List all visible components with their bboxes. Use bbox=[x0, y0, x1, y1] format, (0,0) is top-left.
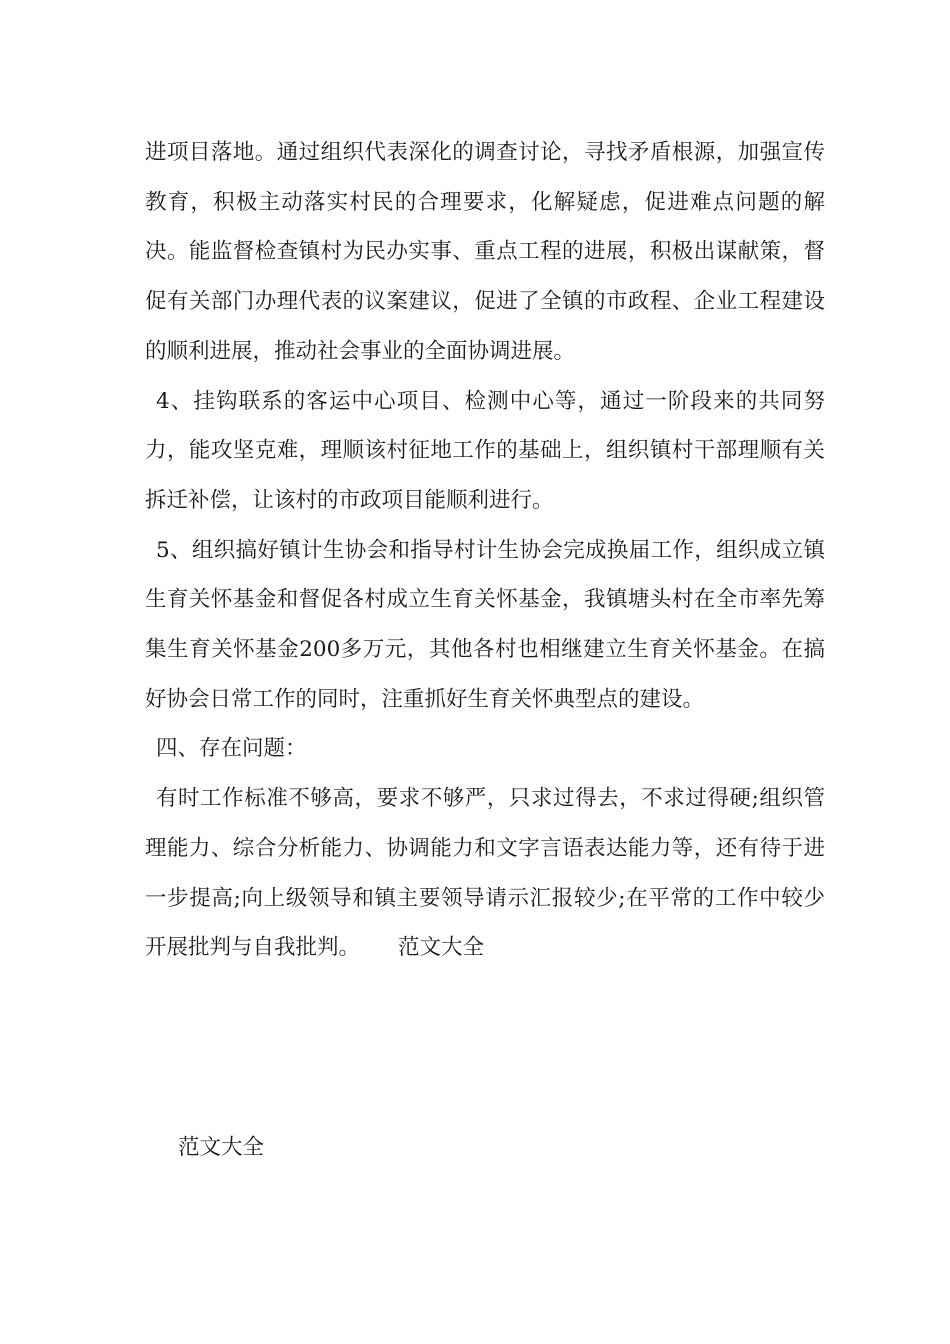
footer-inline-label: 范文大全 bbox=[398, 935, 485, 961]
paragraph-problems-text: 有时工作标准不够高，要求不够严，只求过得去，不求过得硬;组织管理能力、综合分析能力、协调能力和文字言语表达能力等，还有待于进一步提高;向上级领导和镇主要领导请示汇报较少;在平常的工作中较少开展批判与自我批判。 bbox=[145, 786, 825, 961]
footer-standalone-label: 范文大全 bbox=[178, 1135, 265, 1160]
paragraph-problems bbox=[145, 774, 825, 973]
document-body bbox=[145, 128, 825, 973]
section-heading-problems: 四、存在问题： bbox=[156, 736, 307, 762]
paragraph-item-5: 5、组织搞好镇计生协会和指导村计生协会完成换届工作，组织成立镇生育关怀基金和督促各村成立生育关怀基金，我镇塘头村在全市率先筹集生育关怀基金200多万元，其他各村也相继建立生育关怀基金。在搞好协会日常工作的同时，注重抓好生育关怀典型点的建设。 bbox=[145, 537, 825, 712]
paragraph-project-progress: 进项目落地。通过组织代表深化的调查讨论，寻找矛盾根源，加强宣传教育，积极主动落实村民的合理要求，化解疑虑，促进难点问题的解决。能监督检查镇村为民办实事、重点工程的进展，积极出谋献策，督促有关部门办理代表的议案建议，促进了全镇的市政程、企业工程建设的顺利进展，推动社会事业的全面协调进展。 bbox=[145, 140, 825, 364]
paragraph-item-4: 4、挂钩联系的客运中心项目、检测中心等，通过一阶段来的共同努力，能攻坚克难，理顺该村征地工作的基础上，组织镇村干部理顺有关拆迁补偿，让该村的市政项目能顺利进行。 bbox=[145, 388, 825, 513]
